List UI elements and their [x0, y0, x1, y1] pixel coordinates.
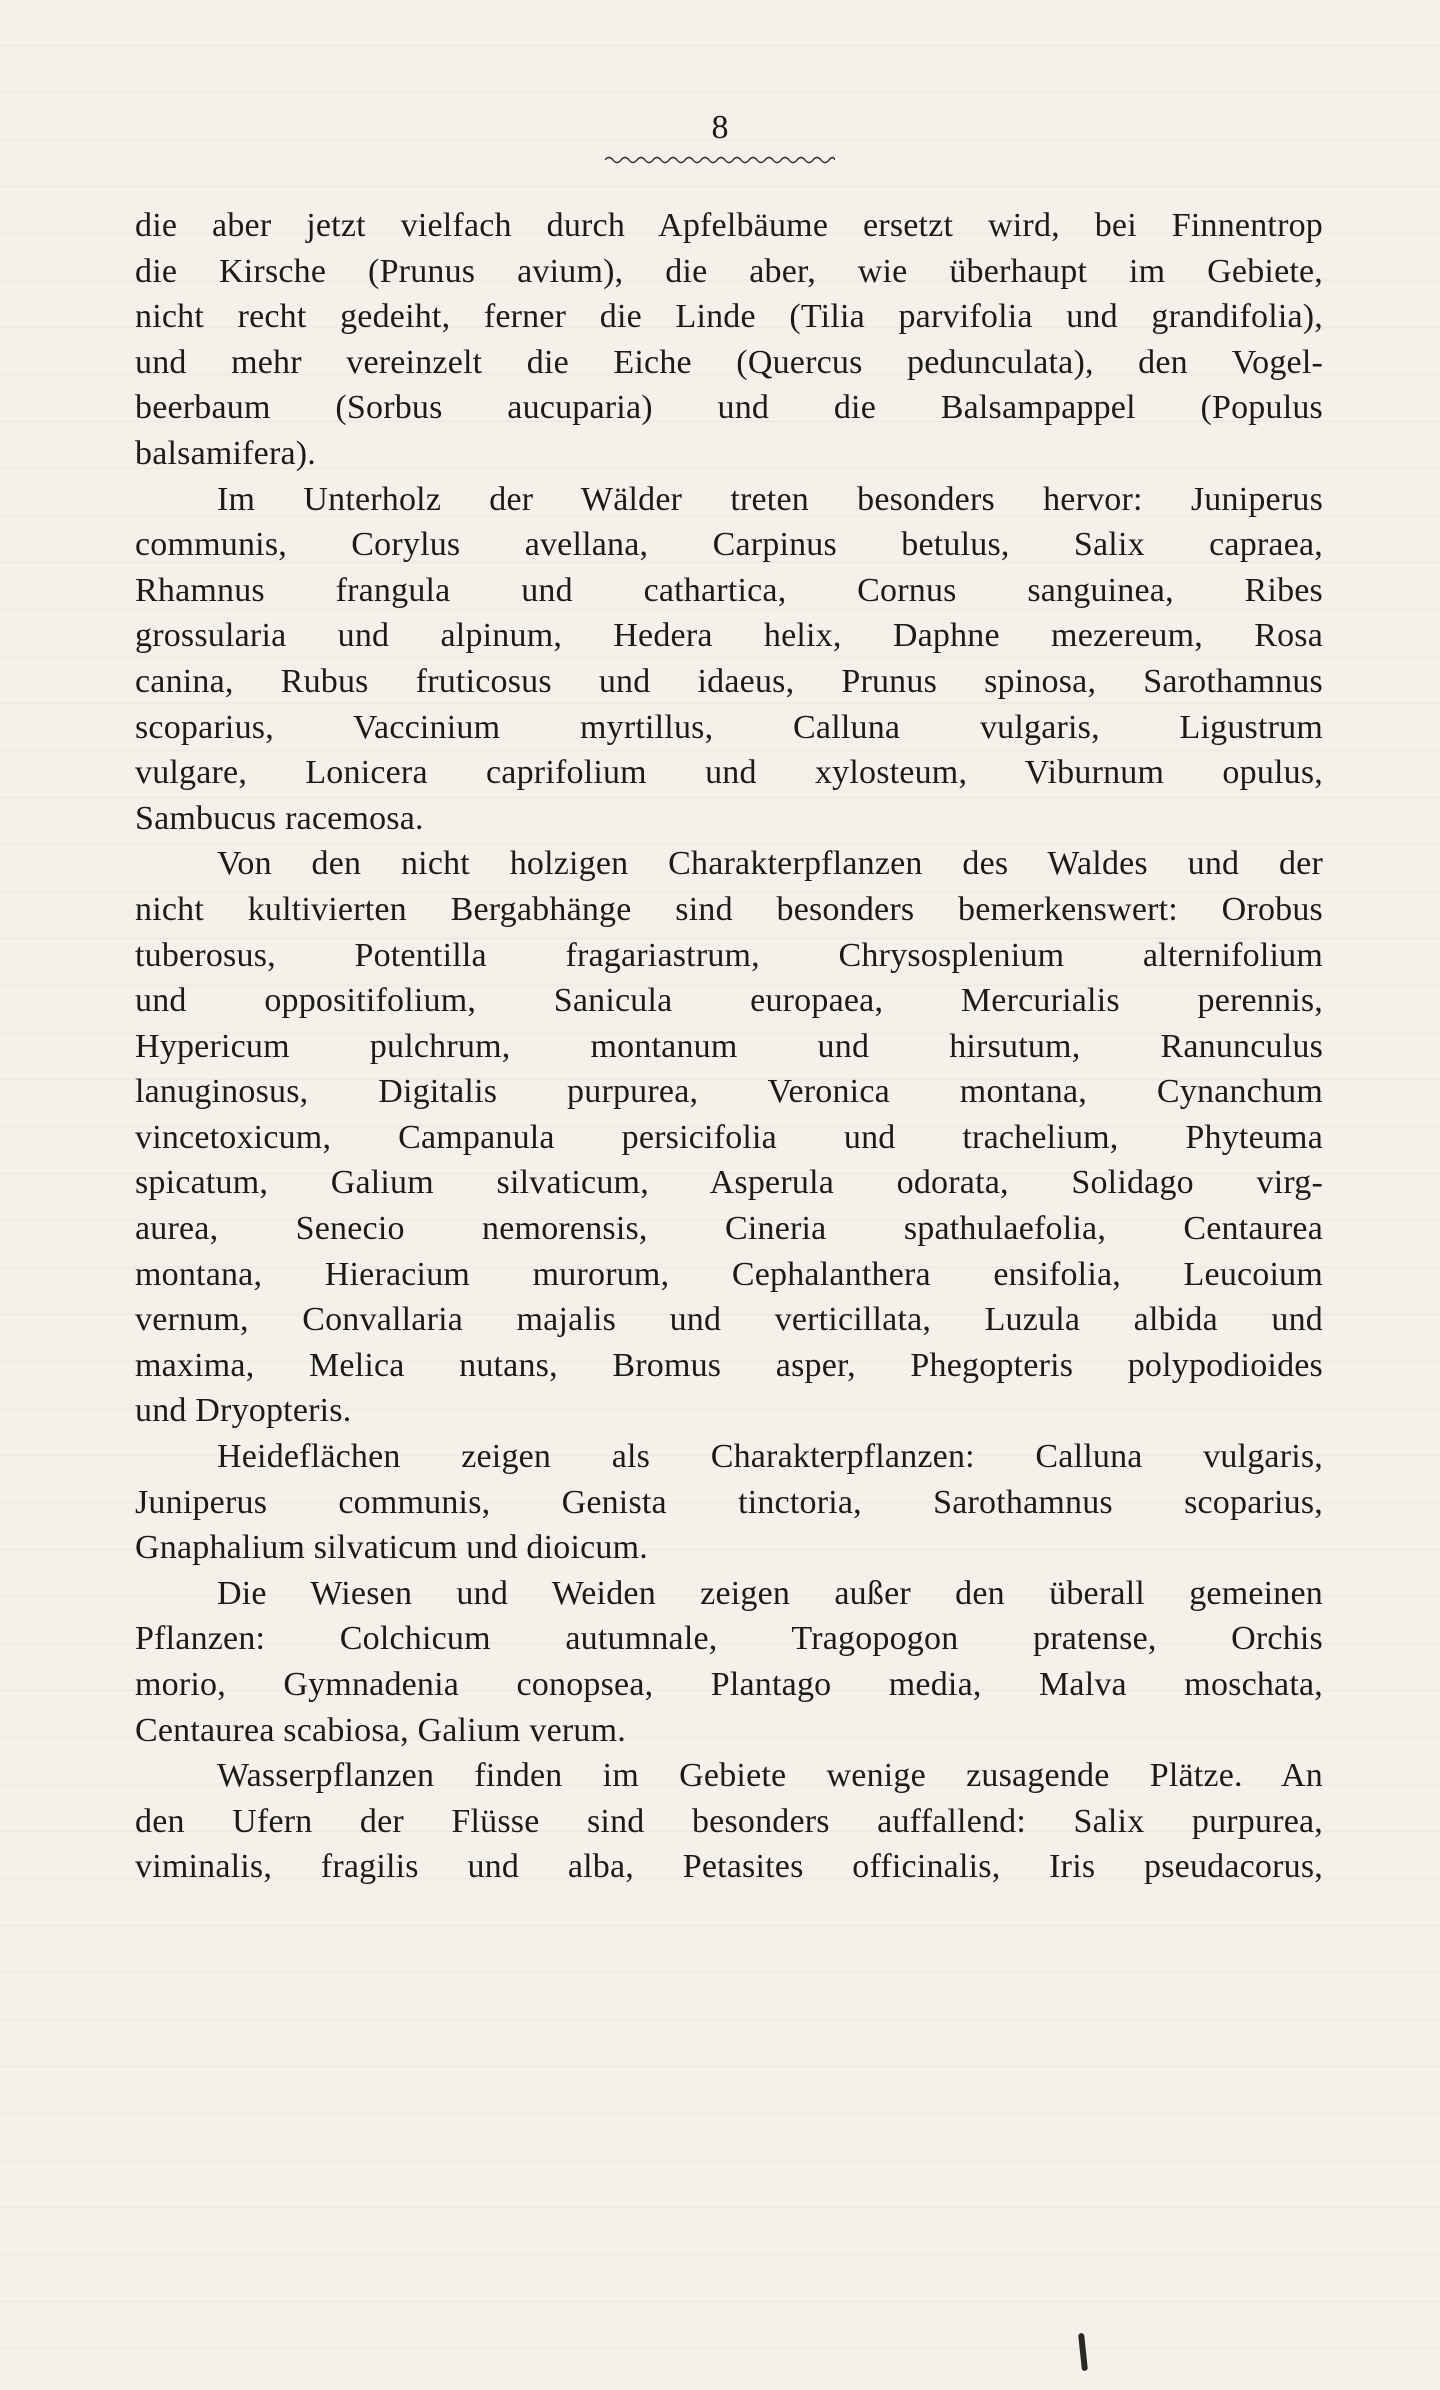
- text-line: und mehr vereinzelt die Eiche (Quercus pedunculata), den Vogel-: [135, 343, 1323, 381]
- wavy-rule-ornament: [605, 154, 835, 166]
- text-line: Wasserpflanzen finden im Gebiete wenige zusagende Plätze. An: [217, 1757, 1323, 1795]
- text-line: scoparius, Vaccinium myrtillus, Calluna vulgaris, Ligustrum: [135, 708, 1323, 746]
- text-line: den Ufern der Flüsse sind besonders auffallend: Salix purpurea,: [135, 1802, 1323, 1840]
- text-line: montana, Hieracium murorum, Cephalanthera ensifolia, Leucoium: [135, 1255, 1323, 1293]
- text-line: grossularia und alpinum, Hedera helix, Daphne mezereum, Rosa: [135, 617, 1323, 655]
- text-line: spicatum, Galium silvaticum, Asperula odorata, Solidago virg-: [135, 1164, 1323, 1202]
- text-line: und oppositifolium, Sanicula europaea, Mercurialis perennis,: [135, 982, 1323, 1020]
- text-line: Von den nicht holzigen Charakterpflanzen des Waldes und der: [217, 845, 1323, 883]
- page-number: 8: [711, 109, 729, 146]
- text-line: vernum, Convallaria majalis und verticillata, Luzula albida und: [135, 1301, 1323, 1339]
- text-line: nicht kultivierten Bergabhänge sind besonders bemerkenswert: Orobus: [135, 890, 1323, 928]
- paragraph-meadows: [135, 1571, 1323, 1753]
- text-line: Pflanzen: Colchicum autumnale, Tragopogon pratense, Orchis: [135, 1620, 1323, 1658]
- text-line: Centaurea scabiosa, Galium verum.: [135, 1711, 626, 1749]
- paragraph-trees: [135, 203, 1323, 477]
- text-line: die aber jetzt vielfach durch Apfelbäume ersetzt wird, bei Finnentrop: [135, 207, 1323, 244]
- page-header: [0, 108, 1440, 166]
- text-line: Gnaphalium silvaticum und dioicum.: [135, 1529, 648, 1567]
- text-line: tuberosus, Potentilla fragariastrum, Chrysosplenium alternifolium: [135, 936, 1323, 974]
- text-line: die Kirsche (Prunus avium), die aber, wie überhaupt im Gebiete,: [135, 252, 1323, 290]
- text-line: Juniperus communis, Genista tinctoria, Sarothamnus scoparius,: [135, 1483, 1323, 1521]
- body-text: [135, 203, 1323, 1890]
- text-line: canina, Rubus fruticosus und idaeus, Prunus spinosa, Sarothamnus: [135, 662, 1323, 700]
- text-line: viminalis, fragilis und alba, Petasites officinalis, Iris pseudacorus,: [135, 1848, 1323, 1886]
- text-line: vincetoxicum, Campanula persicifolia und trachelium, Phyteuma: [135, 1118, 1323, 1156]
- text-line: balsamifera).: [135, 434, 317, 472]
- paragraph-forest-plants: [135, 841, 1323, 1434]
- text-line: Sambucus racemosa.: [135, 799, 424, 837]
- text-line: Hypericum pulchrum, montanum und hirsutum, Ranunculus: [135, 1027, 1323, 1065]
- text-line: maxima, Melica nutans, Bromus asper, Phegopteris polypodioides: [135, 1346, 1323, 1384]
- text-line: vulgare, Lonicera caprifolium und xylosteum, Viburnum opulus,: [135, 754, 1323, 792]
- text-line: Die Wiesen und Weiden zeigen außer den überall gemeinen: [217, 1574, 1323, 1612]
- text-line: und Dryopteris.: [135, 1392, 352, 1430]
- paragraph-water-plants: [135, 1753, 1323, 1890]
- text-line: Heideflächen zeigen als Charakterpflanzen: Calluna vulgaris,: [217, 1438, 1323, 1476]
- text-line: beerbaum (Sorbus aucuparia) und die Balsampappel (Populus: [135, 389, 1323, 427]
- text-line: lanuginosus, Digitalis purpurea, Veronica montana, Cynanchum: [135, 1073, 1323, 1111]
- ink-mark: [1078, 2333, 1088, 2371]
- text-line: nicht recht gedeiht, ferner die Linde (Tilia parvifolia und grandifolia),: [135, 298, 1323, 336]
- paragraph-heath: [135, 1434, 1323, 1571]
- text-line: communis, Corylus avellana, Carpinus betulus, Salix capraea,: [135, 526, 1323, 564]
- text-line: Im Unterholz der Wälder treten besonders hervor: Juniperus: [217, 480, 1323, 518]
- paragraph-undergrowth: [135, 477, 1323, 842]
- text-line: Rhamnus frangula und cathartica, Cornus sanguinea, Ribes: [135, 571, 1323, 609]
- text-line: aurea, Senecio nemorensis, Cineria spathulaefolia, Centaurea: [135, 1210, 1323, 1248]
- text-line: morio, Gymnadenia conopsea, Plantago media, Malva moschata,: [135, 1666, 1323, 1703]
